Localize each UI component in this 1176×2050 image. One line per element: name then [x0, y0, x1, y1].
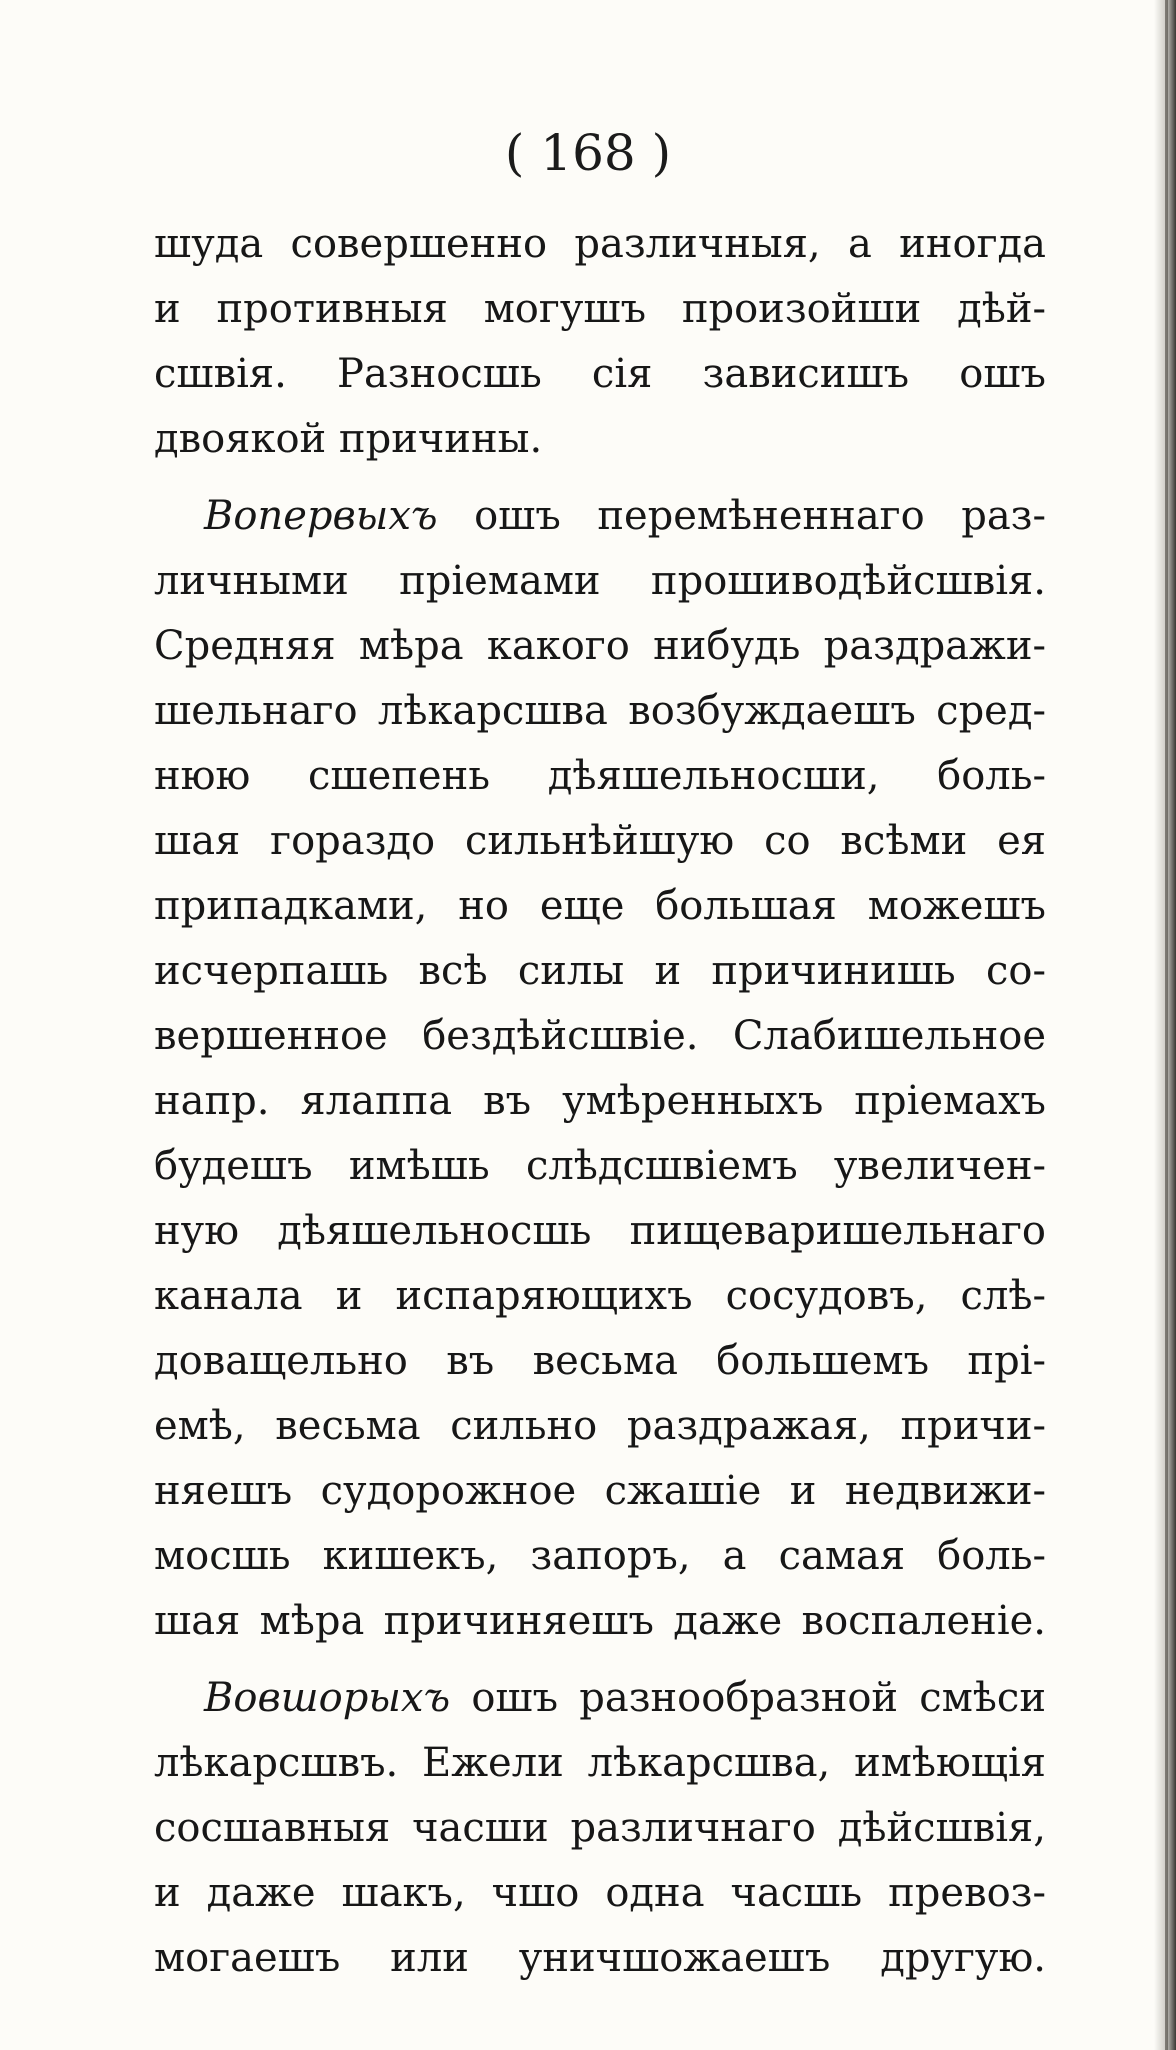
paragraph-start-line — [154, 1666, 1046, 1731]
text-line: няешъ судорожное сжашіе и недвижи- — [154, 1468, 1046, 1514]
text-line: ную дѣяшельносшь пищеваришельнаго — [154, 1208, 1046, 1254]
text-line: шуда совершенно различныя, а иногда — [154, 221, 1046, 267]
italic-lead-word: Вопервыхъ — [204, 493, 438, 539]
italic-lead-word: Вовшорыхъ — [204, 1675, 451, 1721]
text-line: лѣкарсшвъ. Ежели лѣкарсшва, имѣющія — [154, 1740, 1046, 1786]
text-line: емѣ, весьма сильно раздражая, причи- — [154, 1403, 1046, 1449]
text-line: и даже шакъ, чшо одна часшь превоз- — [154, 1870, 1046, 1916]
text-line: двоякой причины. — [154, 416, 543, 462]
text-line-rest: ошъ перемѣненнаго раз- — [437, 493, 1046, 539]
text-line: припадками, но еще большая можешъ — [154, 883, 1046, 929]
page-edge-line — [1165, 0, 1168, 2050]
text-line: канала и испаряющихъ сосудовъ, слѣ- — [154, 1273, 1046, 1319]
text-line-rest: ошъ разнообразной смѣси — [450, 1675, 1046, 1721]
text-line: шельнаго лѣкарсшва возбуждаешъ сред- — [154, 688, 1046, 734]
paragraph-start-line — [154, 484, 1046, 549]
text-line: шая гораздо сильнѣйшую со всѣми ея — [154, 818, 1046, 864]
text-line: напр. ялаппа въ умѣренныхъ пріемахъ — [154, 1078, 1046, 1124]
text-line: нюю сшепень дѣяшельносши, боль- — [154, 753, 1046, 799]
text-line: исчерпашь всѣ силы и причинишь со- — [154, 948, 1046, 994]
page-number: ( 168 ) — [504, 124, 672, 182]
text-line: личными пріемами прошиводѣйсшвія. — [154, 558, 1046, 604]
text-line: вершенное бездѣйсшвіе. Слабишельное — [154, 1013, 1046, 1059]
text-line: шая мѣра причиняешъ даже воспаленіе. — [154, 1598, 1046, 1644]
text-line: доващельно въ весьма большемъ прі- — [154, 1338, 1046, 1384]
text-line: Средняя мѣра какого нибудь раздражи- — [154, 623, 1046, 669]
body-text — [154, 212, 1046, 1991]
text-line: могаешъ или уничшожаешъ другую. — [154, 1935, 1046, 1981]
text-line: сшвія. Разносшь сія зависишъ ошъ — [154, 351, 1046, 397]
text-line: и противныя могушъ произойши дѣй- — [154, 286, 1046, 332]
text-line: будешъ имѣшь слѣдсшвіемъ увеличен- — [154, 1143, 1046, 1189]
text-line: сосшавныя часши различнаго дѣйсшвія, — [154, 1805, 1046, 1851]
text-line: мосшь кишекъ, запоръ, а самая боль- — [154, 1533, 1046, 1579]
